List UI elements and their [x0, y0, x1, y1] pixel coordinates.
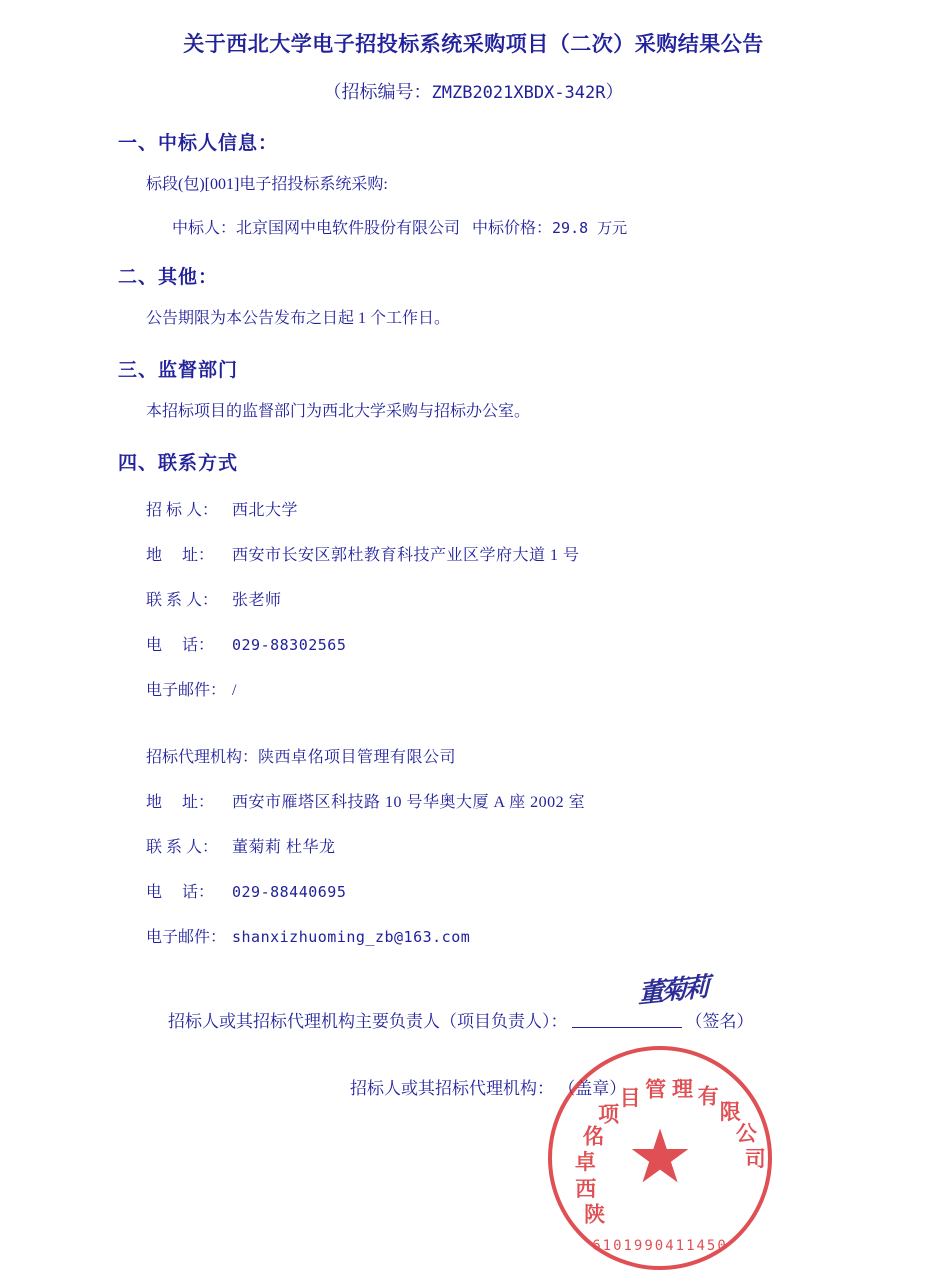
contact-email-label: 电子邮件： [146, 682, 227, 699]
contact-tenderer [146, 497, 947, 520]
seal-note: （盖章） [558, 1079, 627, 1098]
agency-phone [146, 879, 947, 902]
contact-tenderer-label: 招 标 人： [146, 502, 219, 519]
contact-person-value: 张老师 [232, 592, 282, 609]
section-heading-winner: 一、中标人信息： [118, 133, 279, 154]
seal-code: 6101990411450 [592, 1238, 728, 1254]
contact-tenderer-value: 西北大学 [232, 502, 299, 519]
agency-person-value: 董菊莉 杜华龙 [232, 839, 336, 856]
agency-name-value: 陕西卓佲项目管理有限公司 [258, 749, 457, 766]
contact-email [146, 677, 947, 700]
signature-blank [572, 1026, 682, 1028]
agency-block [0, 744, 947, 947]
winner-details-row [172, 215, 947, 238]
agency-address-label: 地 址： [146, 794, 215, 811]
responsible-person-label: 招标人或其招标代理机构主要负责人（项目负责人）： [168, 1012, 568, 1031]
seal-ring-text: 陕 西 卓 佲 项 目 管 理 有 限 公 司 [574, 1076, 766, 1227]
other-text: 公告期限为本公告发布之日起 1 个工作日。 [146, 310, 451, 327]
contact-phone-label: 电 话： [146, 637, 215, 654]
contact-address [146, 542, 947, 565]
handwritten-signature: 董菊莉 [638, 972, 707, 1009]
section-heading-supervision: 三、监督部门 [118, 360, 239, 381]
winner-lot-text: 标段(包)[001]电子招投标系统采购: [146, 176, 388, 193]
contact-address-label: 地 址： [146, 547, 215, 564]
contact-email-value: / [232, 682, 237, 699]
document-page [0, 28, 947, 1257]
contact-person-label: 联 系 人： [146, 592, 219, 609]
agency-phone-value: 029-88440695 [232, 883, 347, 901]
winner-name-cell [172, 215, 472, 238]
agency-seal-line [350, 1074, 947, 1099]
tender-number-code: ZMZB2021XBDX-342R [431, 83, 606, 103]
contact-phone [146, 632, 947, 655]
agency-name [146, 744, 947, 767]
agency-phone-label: 电 话： [146, 884, 215, 901]
contact-phone-value: 029-88302565 [232, 636, 347, 654]
tender-number-line [0, 78, 947, 104]
contact-person [146, 587, 947, 610]
section-heading-contact: 四、联系方式 [118, 453, 239, 474]
tender-number-prefix: （招标编号： [323, 82, 432, 102]
winner-price-label: 中标价格： [472, 220, 553, 237]
seal-star-icon: ★ [626, 1117, 694, 1199]
agency-name-label: 招标代理机构： [146, 749, 259, 766]
agency-seal-label: 招标人或其招标代理机构： [350, 1079, 554, 1098]
tender-number-suffix: ） [605, 82, 624, 102]
agency-email-label: 电子邮件： [146, 929, 227, 946]
page-title: 关于西北大学电子招投标系统采购项目（二次）采购结果公告 [183, 32, 764, 56]
agency-person [146, 834, 947, 857]
winner-name-label: 中标人： [172, 220, 237, 237]
winner-price-cell [472, 215, 627, 238]
responsible-person-line [168, 1007, 947, 1032]
section-heading-other: 二、其他： [118, 267, 219, 288]
agency-email-value: shanxizhuoming_zb@163.com [232, 928, 471, 946]
agency-address [146, 789, 947, 812]
agency-person-label: 联 系 人： [146, 839, 219, 856]
signature-note: （签名） [685, 1012, 754, 1031]
winner-price-value: 29.8 万元 [552, 219, 628, 237]
agency-address-value: 西安市雁塔区科技路 10 号华奥大厦 A 座 2002 室 [232, 794, 586, 811]
contact-address-value: 西安市长安区郭杜教育科技产业区学府大道 1 号 [232, 547, 580, 564]
winner-name-value: 北京国网中电软件股份有限公司 [236, 220, 461, 237]
agency-email [146, 924, 947, 947]
supervision-text: 本招标项目的监督部门为西北大学采购与招标办公室。 [146, 403, 531, 420]
